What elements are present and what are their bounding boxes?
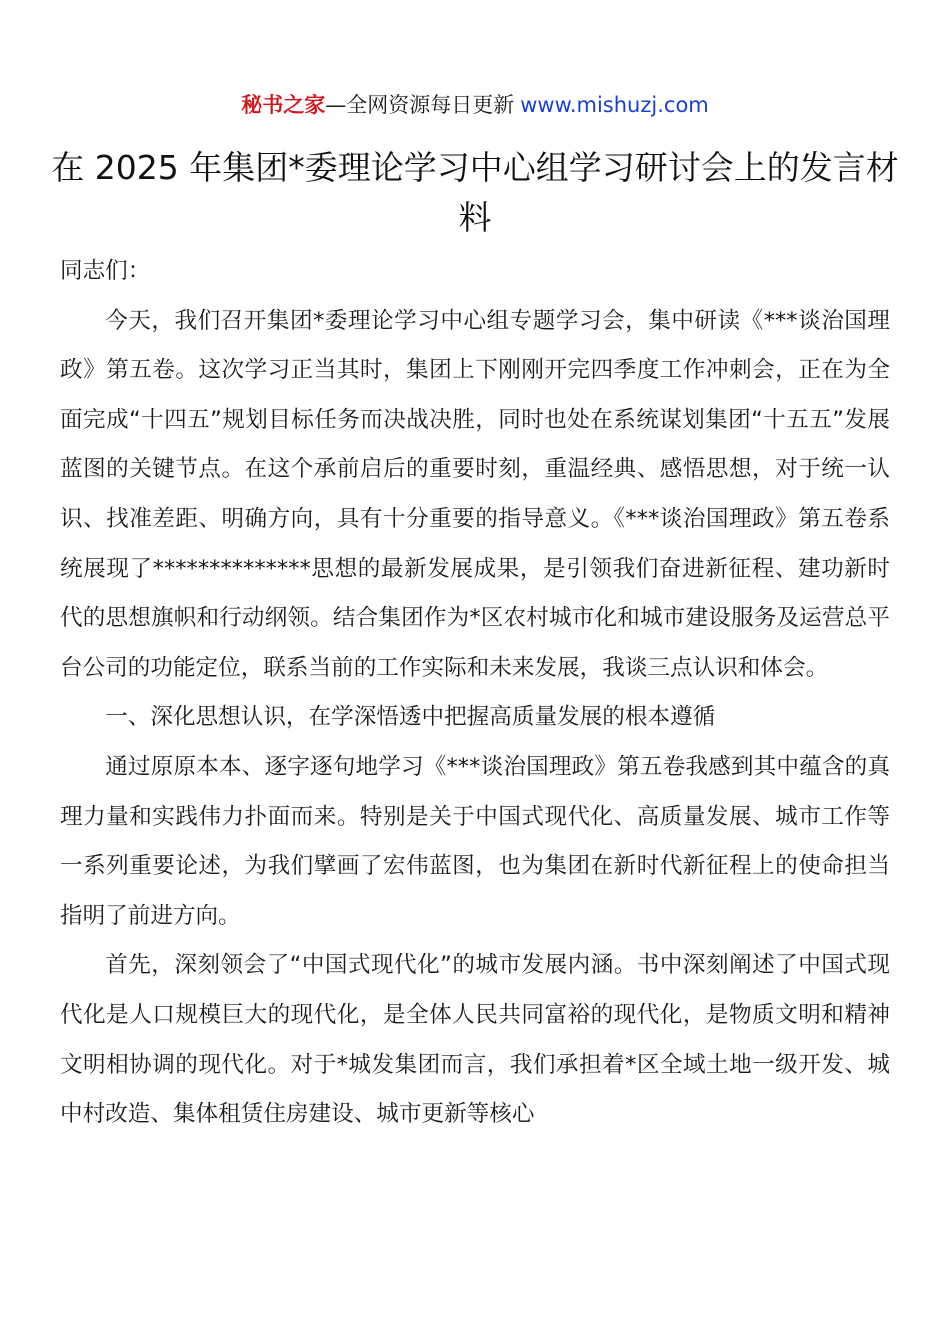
body-paragraph: 今天，我们召开集团*委理论学习中心组专题学习会，集中研读《***谈治国理政》第五卷。这次学习正当其时，集团上下刚刚开完四季度工作冲刺会，正在为全面完成“十四五”规划目标任务而决战决胜，同时也处在系统谋划集团“十五五”发展蓝图的关键节点。在这个承前启后的重要时刻，重温经典、感悟思想，对于统一认识、找准差距、明确方向，具有十分重要的指导意义。《***谈治国理政》第五卷系统展现了**************思想的最新发展成果，是引领我们奋进新征程、建功新时代的思想旗帜和行动纲领。结合集团作为*区农村城市化和城市建设服务及运营总平台公司的功能定位，联系当前的工作实际和未来发展，我谈三点认识和体会。 — [60, 307, 890, 681]
brand-name: 秘书之家 — [241, 93, 326, 117]
site-url-link[interactable]: www.mishuzj.com — [520, 93, 709, 117]
document-body — [60, 247, 890, 1140]
header-slogan: —全网资源每日更新 — [325, 93, 515, 117]
site-header — [0, 88, 950, 122]
body-paragraph: 通过原原本本、逐字逐句地学习《***谈治国理政》第五卷我感到其中蕴含的真理力量和实践伟力扑面而来。特别是关于中国式现代化、高质量发展、城市工作等一系列重要论述，为我们擘画了宏伟蓝图，也为集团在新时代新征程上的使命担当指明了前进方向。 — [60, 753, 890, 929]
section-heading: 一、深化思想认识，在学深悟透中把握高质量发展的根本遵循 — [105, 704, 716, 731]
salutation: 同志们： — [60, 258, 151, 284]
document-title: 在 2025 年集团*委理论学习中心组学习研讨会上的发言材料 — [51, 148, 899, 237]
body-paragraph: 首先，深刻领会了“中国式现代化”的城市发展内涵。书中深刻阐述了中国式现代化是人口规模巨大的现代化，是全体人民共同富裕的现代化，是物质文明和精神文明相协调的现代化。对于*城发集团而言，我们承担着*区全域土地一级开发、城中村改造、集体租赁住房建设、城市更新等核心 — [60, 952, 890, 1128]
